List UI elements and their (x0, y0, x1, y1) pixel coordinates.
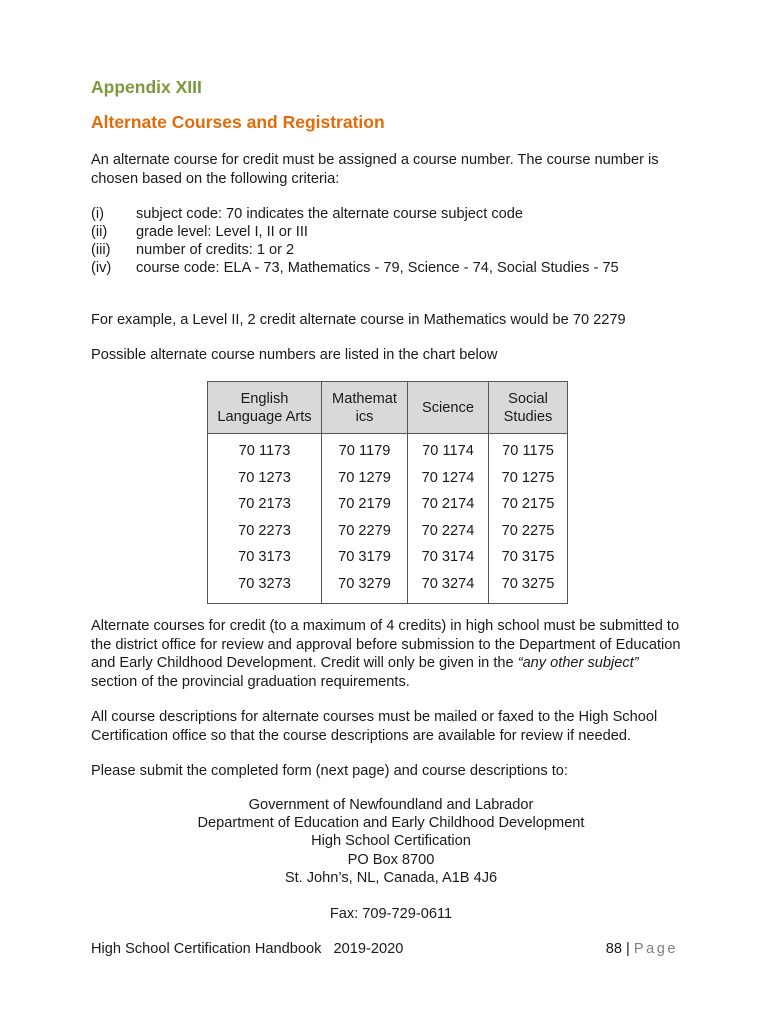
any-other-subject-text: “any other subject” (517, 655, 639, 671)
table-cell: 70 1179 (322, 434, 408, 465)
table-header-row (208, 382, 568, 434)
table-row (208, 465, 568, 492)
header-social-studies (489, 382, 568, 434)
mailing-address (91, 796, 691, 923)
table-cell: 70 3274 (408, 571, 489, 604)
criteria-number: (i) (91, 206, 104, 222)
header-line: Mathemat (332, 390, 397, 407)
criteria-number: (ii) (91, 224, 108, 240)
table-cell: 70 2275 (489, 518, 568, 545)
table-cell: 70 1274 (408, 465, 489, 492)
table-cell: 70 3179 (322, 544, 408, 571)
table-cell: 70 3174 (408, 544, 489, 571)
table-cell: 70 2274 (408, 518, 489, 545)
address-line: St. John’s, NL, Canada, A1B 4J6 (284, 869, 498, 886)
credits-text-end: section of the provincial graduation requirements. (91, 673, 410, 690)
credits-paragraph (91, 617, 686, 691)
table-cell: 70 1174 (408, 434, 489, 465)
criteria-item (91, 259, 619, 277)
table-cell: 70 1279 (322, 465, 408, 492)
criteria-text: subject code: 70 indicates the alternate course subject code (136, 206, 523, 222)
page-number: 88 (605, 941, 622, 957)
table-cell: 70 3175 (489, 544, 568, 571)
table-cell: 70 3275 (489, 571, 568, 604)
table-row (208, 491, 568, 518)
header-line: English (240, 390, 289, 407)
criteria-number: (iii) (91, 242, 111, 258)
footer-page-number (606, 941, 678, 957)
criteria-item (91, 241, 619, 259)
table-cell: 70 2175 (489, 491, 568, 518)
credits-text: Alternate courses for credit (to a maximum of 4 credits) in high school must be submitted to the district office for review and approval before submission to the Department of Education and Early Childhood Development. Credit will only be given in the (91, 618, 681, 671)
intro-paragraph: An alternate course for credit must be assigned a course number. The course number is chosen based on the following criteria: (91, 152, 659, 187)
table-cell: 70 1273 (208, 465, 322, 492)
table-cell: 70 3273 (208, 571, 322, 604)
header-ela (208, 382, 322, 434)
table-row (208, 544, 568, 571)
header-line: Studies (503, 408, 553, 425)
footer-title-text: High School Certification Handbook 2019-2020 (91, 941, 404, 957)
criteria-text: course code: ELA - 73, Mathematics - 79, Science - 74, Social Studies - 75 (136, 260, 619, 276)
footer-handbook-title (91, 941, 403, 957)
table-cell: 70 2174 (408, 491, 489, 518)
descriptions-paragraph: All course descriptions for alternate courses must be mailed or faxed to the High School Certification office so that the course descriptions are available for review if needed. (91, 709, 658, 744)
header-line: ics (355, 408, 374, 425)
appendix-title: Appendix XIII (91, 77, 202, 97)
criteria-number: (iv) (91, 260, 112, 276)
table-row (208, 518, 568, 545)
page-label: Page (633, 941, 678, 957)
address-line: High School Certification (311, 833, 471, 850)
chart-intro-paragraph: Possible alternate course numbers are listed in the chart below (91, 347, 498, 363)
table-cell: 70 1173 (208, 434, 322, 465)
table-cell: 70 3173 (208, 544, 322, 571)
criteria-text: number of credits: 1 or 2 (136, 242, 295, 258)
criteria-text: grade level: Level I, II or III (136, 224, 308, 240)
address-line: PO Box 8700 (347, 851, 435, 868)
section-title: Alternate Courses and Registration (91, 112, 385, 132)
table-row (208, 434, 568, 465)
table-cell: 70 2173 (208, 491, 322, 518)
table-row (208, 571, 568, 604)
submit-paragraph: Please submit the completed form (next page) and course descriptions to: (91, 763, 568, 779)
example-paragraph: For example, a Level II, 2 credit alternate course in Mathematics would be 70 2279 (91, 312, 626, 328)
page-separator: | (626, 941, 630, 957)
fax-number: Fax: 709-729-0611 (329, 906, 453, 923)
address-line: Department of Education and Early Childhood Development (197, 815, 585, 832)
header-line: Science (422, 399, 474, 416)
header-line: Language Arts (217, 408, 312, 425)
header-mathematics (322, 382, 408, 434)
table-cell: 70 1275 (489, 465, 568, 492)
criteria-item (91, 205, 619, 223)
table-cell: 70 2273 (208, 518, 322, 545)
table-cell: 70 2179 (322, 491, 408, 518)
address-line: Government of Newfoundland and Labrador (248, 797, 534, 813)
table-cell: 70 2279 (322, 518, 408, 545)
header-science (408, 382, 489, 434)
header-line: Social (508, 390, 548, 407)
course-number-table (207, 381, 568, 604)
criteria-list (91, 205, 619, 277)
table-cell: 70 1175 (489, 434, 568, 465)
criteria-item (91, 223, 619, 241)
table-cell: 70 3279 (322, 571, 408, 604)
